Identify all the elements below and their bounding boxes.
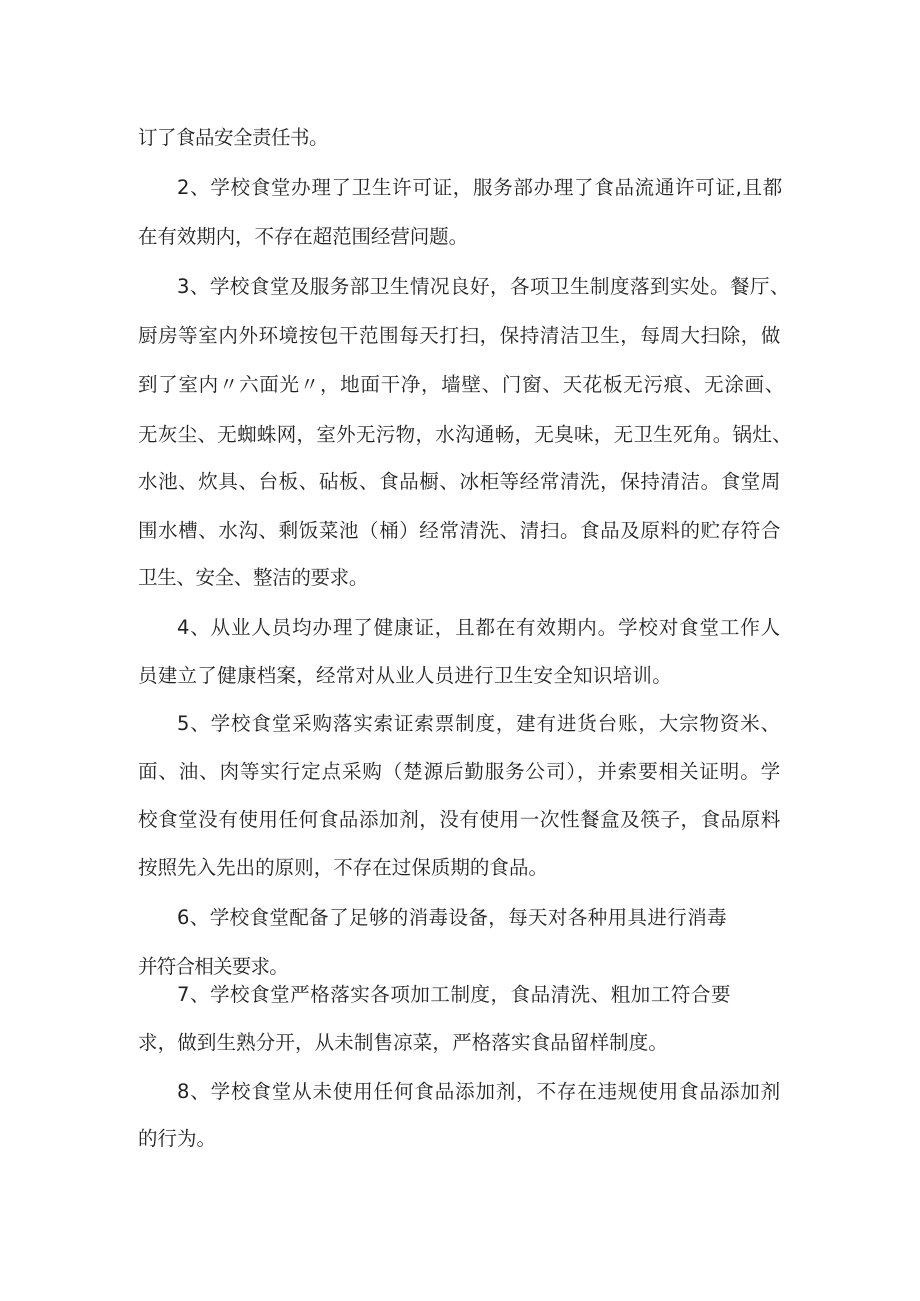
paragraph-3-line: 3、学校食堂及服务部卫生情况良好，各项卫生制度落到实处。餐厅、 xyxy=(177,275,790,298)
paragraph-8-line: 8、学校食堂从未使用任何食品添加剂，不存在违规使用食品添加剂 xyxy=(177,1080,781,1103)
paragraph-6-line: 6、学校食堂配备了足够的消毒设备，每天对各种用具进行消毒 xyxy=(177,906,727,929)
paragraph-3-line: 围水槽、水沟、剩饭菜池（桶）经常清洗、清扫。食品及原料的贮存符合 xyxy=(138,519,781,542)
paragraph-3-line: 卫生、安全、整洁的要求。 xyxy=(138,566,368,589)
paragraph-6-line: 并符合相关要求。 xyxy=(138,955,288,978)
paragraph-3-line: 水池、炊具、台板、砧板、食品橱、冰柜等经常清洗，保持清洁。食堂周 xyxy=(138,470,781,493)
text-line: 订了食品安全责任书。 xyxy=(138,126,328,149)
paragraph-5-line: 5、学校食堂采购落实索证索票制度，建有进货台账，大宗物资米、 xyxy=(177,712,781,735)
paragraph-3-line: 无灰尘、无蜘蛛网，室外无污物，水沟通畅，无臭味，无卫生死角。锅灶、 xyxy=(138,423,792,446)
paragraph-3-line: 到了室内〃六面光〃，地面干净，墙壁、门窗、天花板无污痕、无涂画、 xyxy=(138,373,785,396)
paragraph-5-line: 面、油、肉等实行定点采购（楚源后勤服务公司），并索要相关证明。学 xyxy=(138,760,781,783)
paragraph-3-line: 厨房等室内外环境按包干范围每天打扫，保持清洁卫生，每周大扫除，做 xyxy=(138,324,781,347)
paragraph-4-line: 4、从业人员均办理了健康证，且都在有效期内。学校对食堂工作人 xyxy=(177,616,781,639)
paragraph-8-line: 的行为。 xyxy=(138,1127,216,1150)
paragraph-7-line: 求，做到生熟分开，从未制售凉菜，严格落实食品留样制度。 xyxy=(138,1031,668,1054)
paragraph-7-line: 7、学校食堂严格落实各项加工制度，食品清洗、粗加工符合要 xyxy=(177,983,731,1006)
paragraph-2-line: 2、学校食堂办理了卫生许可证，服务部办理了食品流通许可证,且都 xyxy=(177,176,783,199)
paragraph-4-line: 员建立了健康档案，经常对从业人员进行卫生安全知识培训。 xyxy=(138,664,672,687)
paragraph-2-line: 在有效期内，不存在超范围经营问题。 xyxy=(138,225,468,248)
paragraph-5-line: 按照先入先出的原则，不存在过保质期的食品。 xyxy=(138,856,548,879)
paragraph-5-line: 校食堂没有使用任何食品添加剂，没有使用一次性餐盒及筷子，食品原料 xyxy=(138,808,781,831)
